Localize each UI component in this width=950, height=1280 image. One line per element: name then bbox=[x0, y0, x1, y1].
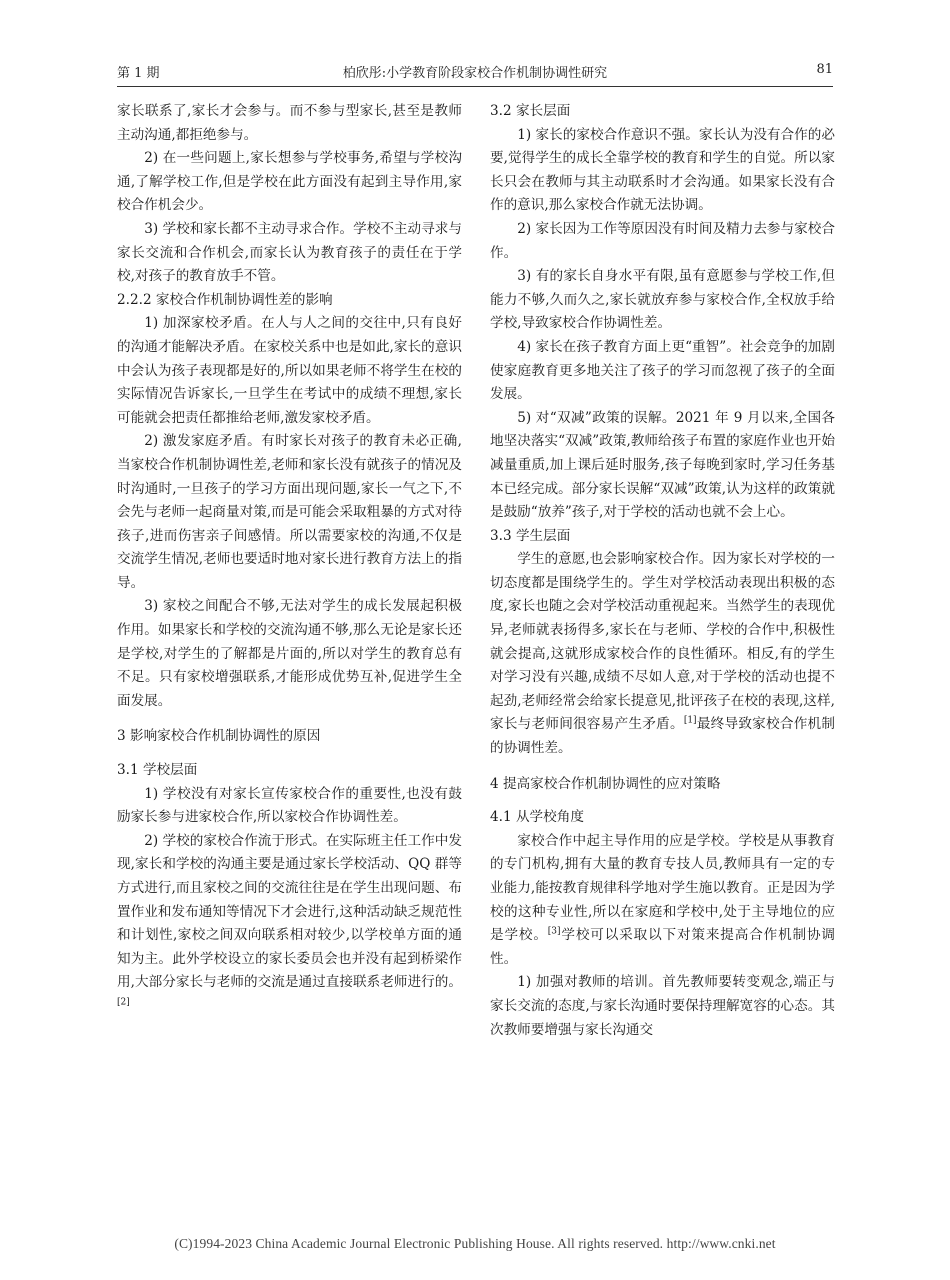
paragraph-text: 最终导致家校合作机制的协调性差。 bbox=[490, 716, 835, 757]
section-heading-2-2-2: 2.2.2 家校合作机制协调性差的影响 bbox=[117, 291, 333, 308]
paragraph-text: 2) 学校的家校合作流于形式。在实际班主任工作中发现,家长和学校的沟通主要是通过家长学校活动、QQ 群等方式进行,而且家校之间的交流往往是在学生出现问题、布置作业和发布通知等情况下才会进行,这种活动缺乏规范性和计划性,家校之间双向联系相对较少,以学校单方面的通知为主。此外学校设立的家长委员会也并没有起到桥梁作用,大部分家长与老师的交流是通过直接联系老师进行的。 bbox=[117, 832, 462, 991]
paragraph bbox=[490, 830, 835, 972]
paragraph-text: 家校合作中起主导作用的应是学校。学校是从事教育的专门机构,拥有大量的教育专技人员,教师具有一定的专业能力,能按教育规律科学地对学生施以教育。正是因为学校的这种专业性,所以在家庭和学校中,处于主导地位的应是学校。 bbox=[490, 832, 835, 944]
citation-ref[interactable]: [1] bbox=[683, 715, 697, 726]
paragraph: 2) 激发家庭矛盾。有时家长对孩子的教育未必正确,当家校合作机制协调性差,老师和家长没有就孩子的情况及时沟通时,一旦孩子的学习方面出现问题,家长一气之下,不会先与老师一起商量对策,而是可能会采取粗暴的方式对待孩子,进而伤害亲子间感情。所以需要家校的沟通,不仅是交流学生情况,老师也要适时地对家长进行教育方法上的指导。 bbox=[117, 433, 462, 591]
issue-label: 第 1 期 bbox=[117, 66, 160, 81]
paragraph: 1) 学校没有对家长宣传家校合作的重要性,也没有鼓励家长参与进家校合作,所以家校合作协调性差。 bbox=[117, 785, 462, 826]
section-heading-3-3: 3.3 学生层面 bbox=[490, 527, 571, 544]
paragraph: 3) 学校和家长都不主动寻求合作。学校不主动寻求与家长交流和合作机会,而家长认为教育孩子的责任在于学校,对孩子的教育放手不管。 bbox=[117, 220, 462, 285]
paragraph bbox=[490, 548, 835, 760]
citation-ref[interactable]: [2] bbox=[117, 997, 130, 1008]
section-heading-3: 3 影响家校合作机制协调性的原因 bbox=[117, 728, 321, 745]
section-heading-4-1: 4.1 从学校角度 bbox=[490, 809, 584, 826]
left-column bbox=[117, 100, 462, 1019]
paragraph-text: 学生的意愿,也会影响家校合作。因为家长对学校的一切态度都是围绕学生的。学生对学校活动表现出积极的态度,家长也随之会对学校活动重视起来。当然学生的表现优异,老师就表扬得多,家长在与老师、学校的合作中,积极性就会提高,这就形成家校合作的良性循环。相反,有的学生对学习没有兴趣,成绩不尽如人意,对于学校的活动也提不起劲,老师经常会给家长提意见,批评孩子在校的表现,这样,家长与老师间很容易产生矛盾。 bbox=[490, 551, 835, 733]
paragraph: 2) 在一些问题上,家长想参与学校事务,希望与学校沟通,了解学校工作,但是学校在此方面没有起到主导作用,家校合作机会少。 bbox=[117, 150, 462, 214]
page-number: 81 bbox=[816, 62, 833, 77]
right-column bbox=[490, 100, 835, 1042]
paragraph: 3) 有的家长自身水平有限,虽有意愿参与学校工作,但能力不够,久而久之,家长就放弃参与家校合作,全权放手给学校,导致家校合作协调性差。 bbox=[490, 268, 835, 332]
citation-ref[interactable]: [3] bbox=[547, 926, 561, 937]
running-header bbox=[117, 60, 833, 87]
paragraph bbox=[117, 830, 462, 1019]
copyright-footer: (C)1994-2023 China Academic Journal Electronic Publishing House. All rights reserved. http://www.cnki.net bbox=[174, 1236, 776, 1251]
section-heading-3-1: 3.1 学校层面 bbox=[117, 762, 198, 779]
paragraph: 1) 加强对教师的培训。首先教师要转变观念,端正与家长交流的态度,与家长沟通时要保持理解宽容的心态。其次教师要增强与家长沟通交 bbox=[490, 974, 835, 1038]
paragraph: 4) 家长在孩子教育方面上更“重智”。社会竞争的加剧使家庭教育更多地关注了孩子的学习而忽视了孩子的全面发展。 bbox=[490, 338, 835, 403]
paragraph: 3) 家校之间配合不够,无法对学生的成长发展起积极作用。如果家长和学校的交流沟通不够,那么无论是家长还是学校,对学生的了解都是片面的,所以对学生的教育总有不足。只有家校增强联系,才能形成优势互补,促进学生全面发展。 bbox=[117, 598, 462, 709]
paragraph: 1) 加深家校矛盾。在人与人之间的交往中,只有良好的沟通才能解决矛盾。在家校关系中也是如此,家长的意识中会认为孩子表现都是好的,所以如果老师不将学生在校的实际情况告诉家长,一旦学生在考试中的成绩不理想,家长可能就会把责任都推给老师,激发家校矛盾。 bbox=[117, 315, 462, 426]
paragraph: 1) 家长的家校合作意识不强。家长认为没有合作的必要,觉得学生的成长全靠学校的教育和学生的自觉。所以家长只会在教师与其主动联系时才会沟通。如果家长没有合作的意识,那么家校合作就无法协调。 bbox=[490, 126, 835, 214]
running-title: 柏欣彤:小学教育阶段家校合作机制协调性研究 bbox=[342, 66, 608, 81]
paragraph: 2) 家长因为工作等原因没有时间及精力去参与家校合作。 bbox=[490, 220, 835, 261]
paragraph: 5) 对“双减”政策的误解。2021 年 9 月以来,全国各地坚决落实“双减”政策,教师给孩子布置的家庭作业也开始减量重质,加上课后延时服务,孩子每晚到家时,学习任务基本已经完成。部分家长误解“双减”政策,认为这样的政策就是鼓励“放养”孩子,对于学校的活动也就不会上心。 bbox=[490, 409, 835, 521]
section-heading-3-2: 3.2 家长层面 bbox=[490, 103, 571, 119]
section-heading-4: 4 提高家校合作机制协调性的应对策略 bbox=[490, 775, 721, 792]
paragraph: 家长联系了,家长才会参与。而不参与型家长,甚至是教师主动沟通,都拒绝参与。 bbox=[117, 103, 462, 143]
paragraph-text: 学校可以采取以下对策来提高合作机制协调性。 bbox=[490, 927, 836, 967]
